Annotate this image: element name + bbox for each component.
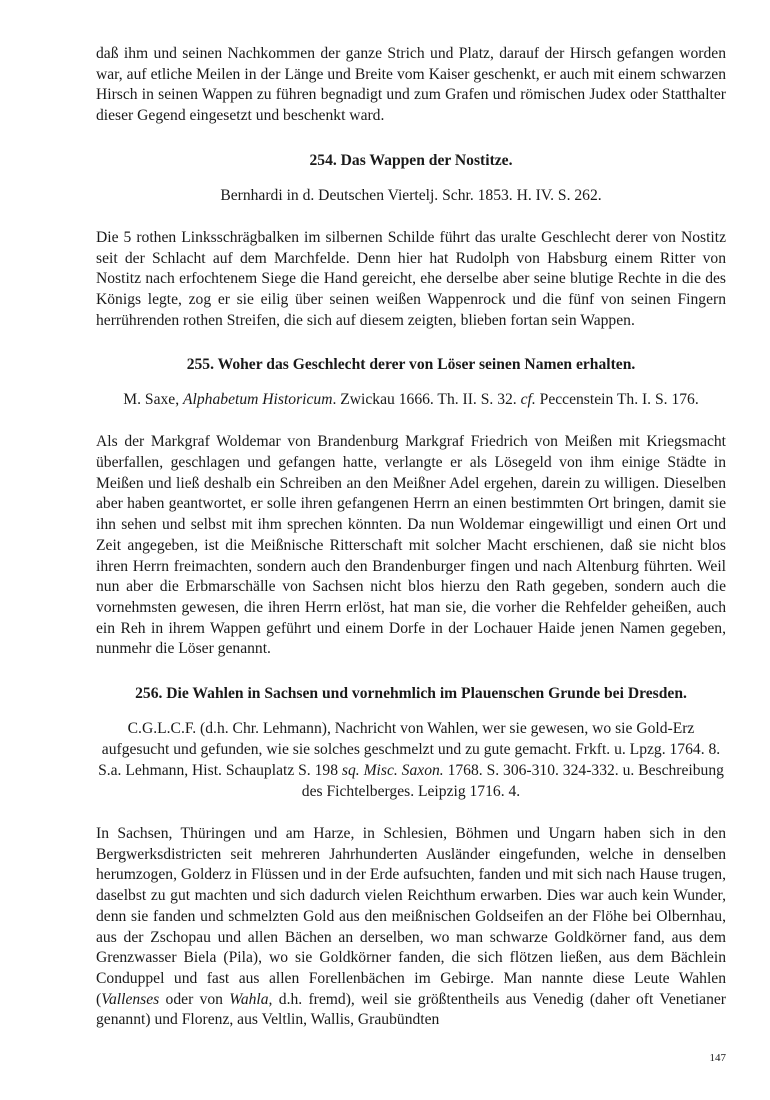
latin-term: Vallenses	[101, 990, 160, 1008]
page-number: 147	[709, 1052, 726, 1064]
section-heading: 254. Das Wappen der Nostitze.	[309, 151, 513, 169]
section-paragraph: Als der Markgraf Woldemar von Brandenburg Markgraf Friedrich von Meißen mit Kriegsmacht überfallen, geschlagen und gefangen hatte, verlangte er als Lösegeld von ihm einige Städte in Meißen und ließ deshalb ein Schreiben an den Meißner Adel ergehen, darein zu willigen. Dieselben aber haben geantwortet, er solle ihren gefangenen Herrn an einen bestimmten Ort bringen, damit sie ihn sehen und selbst mit ihm sprechen könnten. Da nun Woldemar eingewilligt und einen Ort und Zeit angegeben, ist die Meißnische Ritterschaft mit solcher Macht erschienen, daß sie nicht blos ihren Herrn freimachten, sondern auch den Brandenburger fingen und nach Altenburg führten. Weil nun aber die Erbmarschälle von Sachsen nicht blos hierzu den Rath gegeben, sondern auch die vornehmsten gewesen, die ihren Herrn erlöst, hat man sie, die vorher die Rehfelder geheißen, auch ein Reh in ihrem Wappen geführt und einem Dorfe in der Lochauer Haide jenen Namen gegeben, nunmehr die Löser genannt.	[96, 433, 726, 658]
paragraph-text: In Sachsen, Thüringen und am Harze, in Schlesien, Böhmen und Ungarn haben sich in den Bergwerksdistricten seit mehreren Jahrhunderten Ausländer eingefunden, welche in denselben herumzogen, Golderz in Flüssen und in der Erde aufsuchten, fanden und mit sich nach Hause trugen, daselbst zu gut machten und sich dadurch vielen Reichthum erwarben. Dies war auch kein Wunder, denn sie fanden und schmelzten Gold aus den meißnischen Goldseifen an der Flöhe bei Olbernhau, aus der Zschopau und allen Bächen an derselben, wo man schwarze Goldkörner fand, aus dem Grenzwasser Biela (Pila), wo sie Goldkörner fanden, die sich flötzen ließen, aus dem Bächlein Conduppel und fast aus allen Forellenbächen im Gebirge. Man nannte diese Leute Wahlen (	[96, 825, 726, 1008]
section-254	[96, 151, 726, 332]
intro-paragraph: daß ihm und seinen Nachkommen der ganze Strich und Platz, darauf der Hirsch gefangen worden war, auf etliche Meilen in der Länge und Breite vom Kaiser geschenkt, er auch mit einem schwarzen Hirsch in seinen Wappen zu führen begnadigt und zum Grafen und römischen Judex oder Statthalter dieser Gegend eingesetzt und beschenkt ward.	[96, 45, 726, 125]
citation-text: . Zwickau 1666. Th. II. S. 32.	[332, 391, 521, 409]
paragraph-text: oder von	[159, 990, 230, 1008]
source-citation	[96, 389, 726, 410]
citation-text: Bernhardi in d. Deutschen Viertelj. Schr. 1853. H. IV. S. 262.	[220, 186, 602, 204]
term: Wahla,	[229, 990, 273, 1008]
citation-text: 1768. S. 306-310. 324-332. u. Beschreibung des Fichtelberges. Leipzig 1716. 4.	[301, 762, 724, 801]
citation-text: M. Saxe,	[123, 391, 184, 409]
section-heading: 256. Die Wahlen in Sachsen und vornehmlich im Plauenschen Grunde bei Dresden.	[135, 685, 687, 703]
source-citation	[96, 718, 726, 802]
citation-abbreviation: sq. Misc. Saxon.	[341, 762, 444, 780]
citation-text: Peccenstein Th. I. S. 176.	[535, 391, 699, 409]
section-paragraph	[96, 824, 726, 1031]
document-page	[96, 44, 726, 1031]
section-255	[96, 355, 726, 660]
source-citation	[96, 185, 726, 206]
citation-title: Alphabetum Historicum	[183, 391, 333, 409]
paragraph-text: d.h. fremd), weil sie größtentheils aus Venedig (daher oft Venetianer genannt) und Florenz, aus Veltlin, Wallis, Graubündten	[96, 990, 726, 1029]
section-heading: 255. Woher das Geschlecht derer von Löser seinen Namen erhalten.	[186, 356, 636, 374]
citation-text: C.G.L.C.F. (d.h. Chr. Lehmann), Nachricht von Wahlen, wer sie gewesen, wo sie Gold-Erz aufgesucht und gefunden, wie sie solches geschmelzt und zu gute gemacht. Frkft. u. Lpzg. 1764. 8. S.a. Lehmann, Hist. Schauplatz S. 198	[98, 720, 721, 780]
section-256	[96, 684, 726, 1031]
citation-abbreviation: cf.	[520, 391, 536, 409]
section-paragraph: Die 5 rothen Linksschrägbalken im silbernen Schilde führt das uralte Geschlecht derer von Nostitz seit der Schlacht auf dem Marchfelde. Denn hier hat Rudolph von Habsburg einem Ritter von Nostitz nach erfochtenem Siege die Hand gereicht, ehe derselbe aber seine blutige Rechte in die des Königs legte, zog er sie eilig über seinen weißen Wappenrock und die fünf von seinen Fingern herrührenden rothen Streifen, die sich auf diesem zeigten, blieben fortan sein Wappen.	[96, 228, 726, 329]
